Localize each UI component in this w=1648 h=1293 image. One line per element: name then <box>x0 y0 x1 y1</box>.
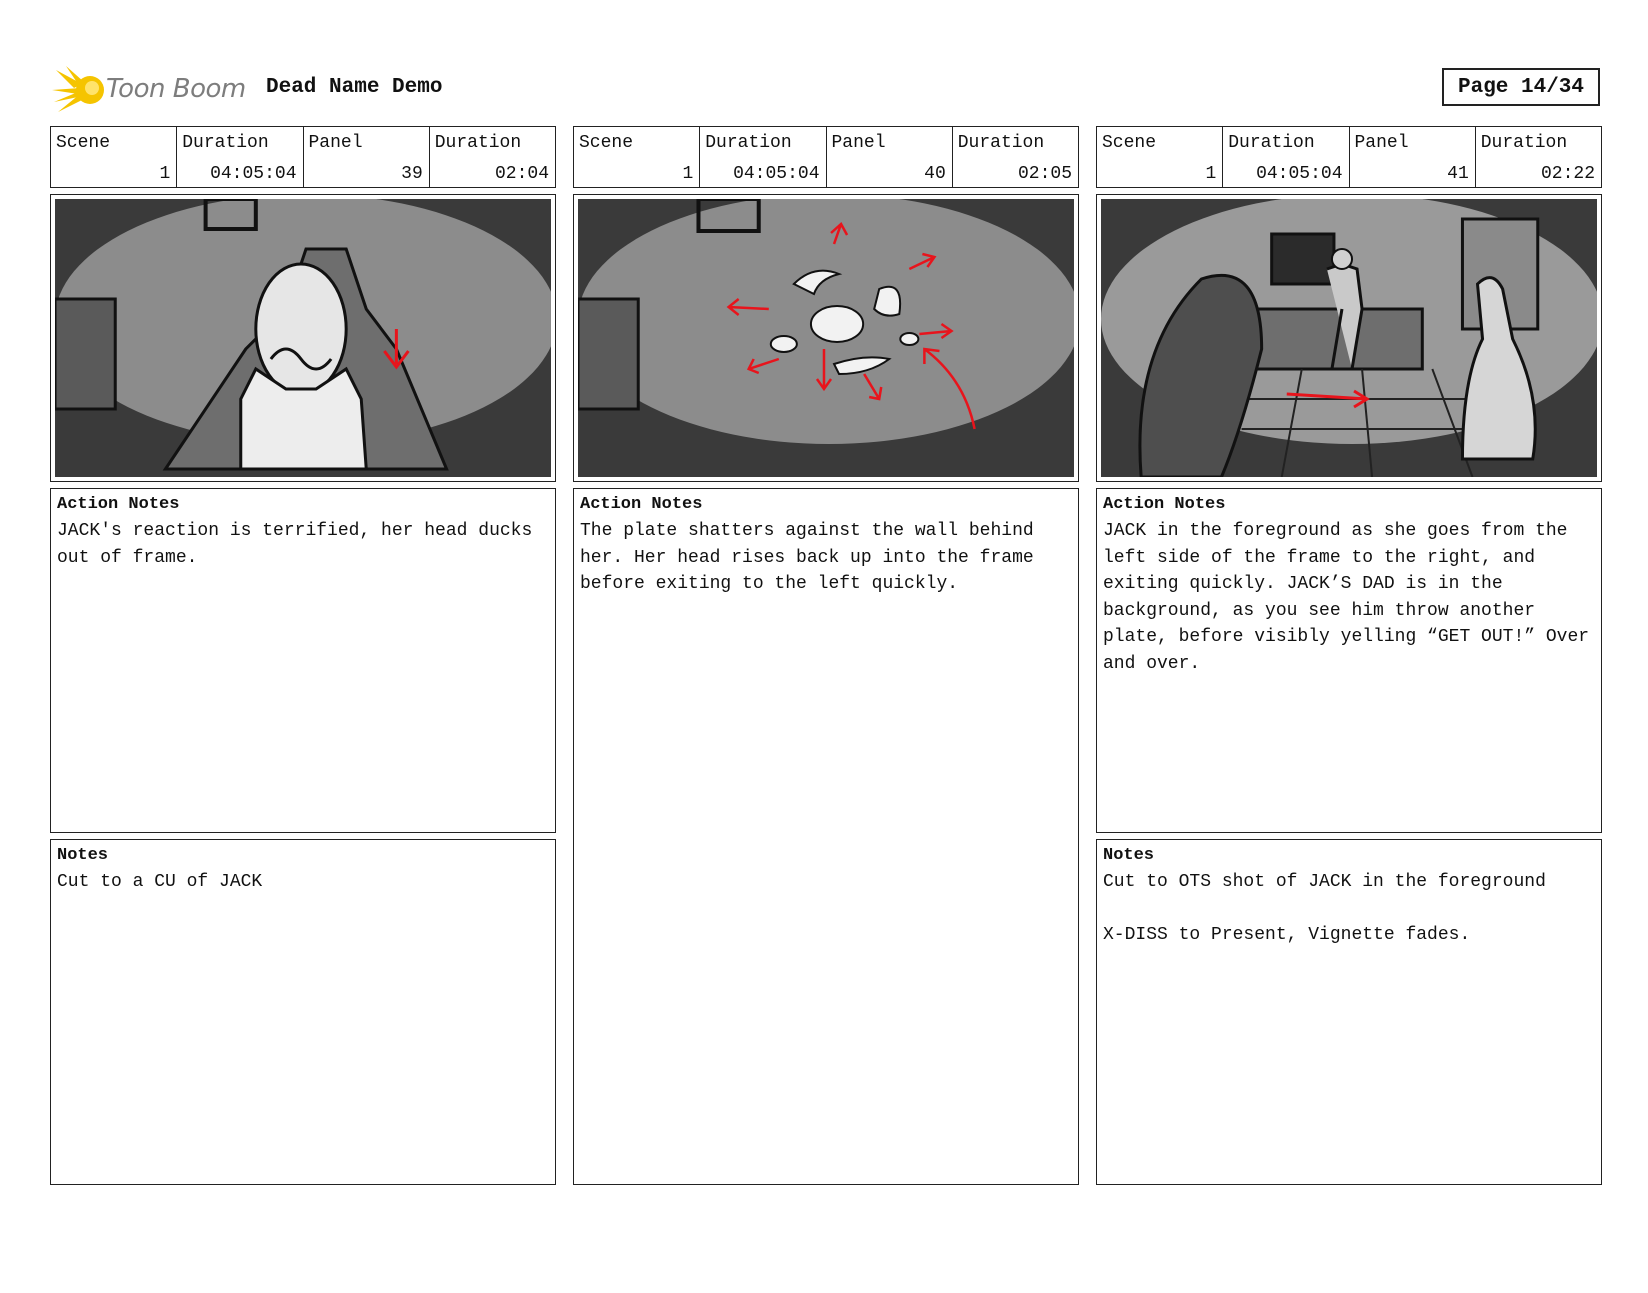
duration-label: Duration <box>1228 133 1315 153</box>
starburst-icon <box>52 64 108 116</box>
notes-title: Notes <box>57 846 109 865</box>
panel-cell <box>827 127 953 187</box>
scene-duration-value: 04:05:04 <box>210 164 297 184</box>
action-notes-text: JACK in the foreground as she goes from the left side of the frame to the right, and exiting quickly. JACK’S DAD is in the background, as you see him throw another plate, before visibly yelling “GET OUT!” Over and over. <box>1103 521 1600 674</box>
action-notes-text: JACK's reaction is terrified, her head ducks out of frame. <box>57 521 544 568</box>
panel-column-41 <box>1096 126 1602 1185</box>
scene-duration-value: 04:05:04 <box>733 164 820 184</box>
panel-duration-cell <box>953 127 1078 187</box>
toon-boom-logo <box>52 64 252 116</box>
panel-label: Panel <box>831 133 886 153</box>
scene-cell <box>1097 127 1223 187</box>
document-title: Dead Name Demo <box>266 76 443 99</box>
sketch-plate-shatter <box>578 199 1074 477</box>
panel-duration-value: 02:05 <box>1017 164 1072 184</box>
panel-cell <box>1350 127 1476 187</box>
panel-duration-value: 02:04 <box>494 164 549 184</box>
storyboard-frame[interactable] <box>50 194 556 482</box>
logo-text: Toon Boom <box>106 74 246 104</box>
duration-label: Duration <box>705 133 792 153</box>
panel-value: 40 <box>924 164 946 184</box>
action-notes-text: The plate shatters against the wall behind her. Her head rises back up into the frame before exiting to the left quickly. <box>580 521 1045 594</box>
panel-value: 41 <box>1447 164 1469 184</box>
action-notes-title: Action Notes <box>57 495 180 514</box>
action-notes-box <box>573 488 1079 1185</box>
scene-label: Scene <box>1102 133 1157 153</box>
panel-info-row <box>573 126 1079 188</box>
storyboard-frame[interactable] <box>1096 194 1602 482</box>
panel-duration-cell <box>430 127 555 187</box>
action-notes-box <box>50 488 556 833</box>
sketch-jack-closeup <box>55 199 551 477</box>
panel-value: 39 <box>401 164 423 184</box>
scene-duration-cell <box>700 127 826 187</box>
panel-duration-cell <box>1476 127 1601 187</box>
scene-cell <box>51 127 177 187</box>
scene-label: Scene <box>56 133 111 153</box>
storyboard-frame[interactable] <box>573 194 1079 482</box>
notes-box <box>1096 839 1602 1185</box>
action-notes-box <box>1096 488 1602 833</box>
panel-label: Panel <box>1354 133 1409 153</box>
duration-label: Duration <box>1480 133 1568 153</box>
panel-cell <box>304 127 430 187</box>
notes-text: Cut to OTS shot of JACK in the foreground X-DISS to Present, Vignette fades. <box>1103 872 1546 945</box>
notes-title: Notes <box>1103 846 1155 865</box>
scene-label: Scene <box>579 133 634 153</box>
panel-column-40 <box>573 126 1079 1185</box>
scene-duration-cell <box>177 127 303 187</box>
action-notes-title: Action Notes <box>580 495 703 514</box>
panel-info-row <box>50 126 556 188</box>
notes-text: Cut to a CU of JACK <box>57 872 263 892</box>
notes-box <box>50 839 556 1185</box>
panel-duration-value: 02:22 <box>1540 164 1595 184</box>
scene-cell <box>574 127 700 187</box>
panel-column-39 <box>50 126 556 1185</box>
duration-label: Duration <box>182 133 269 153</box>
scene-duration-cell <box>1223 127 1349 187</box>
storyboard-header <box>52 60 1602 120</box>
panel-info-row <box>1096 126 1602 188</box>
scene-value: 1 <box>159 164 171 184</box>
scene-value: 1 <box>682 164 694 184</box>
scene-value: 1 <box>1205 164 1217 184</box>
sketch-kitchen-ots <box>1101 199 1597 477</box>
action-notes-title: Action Notes <box>1103 495 1226 514</box>
panel-label: Panel <box>308 133 363 153</box>
scene-duration-value: 04:05:04 <box>1256 164 1343 184</box>
duration-label: Duration <box>434 133 522 153</box>
duration-label: Duration <box>957 133 1045 153</box>
page-indicator: Page 14/34 <box>1442 68 1600 106</box>
